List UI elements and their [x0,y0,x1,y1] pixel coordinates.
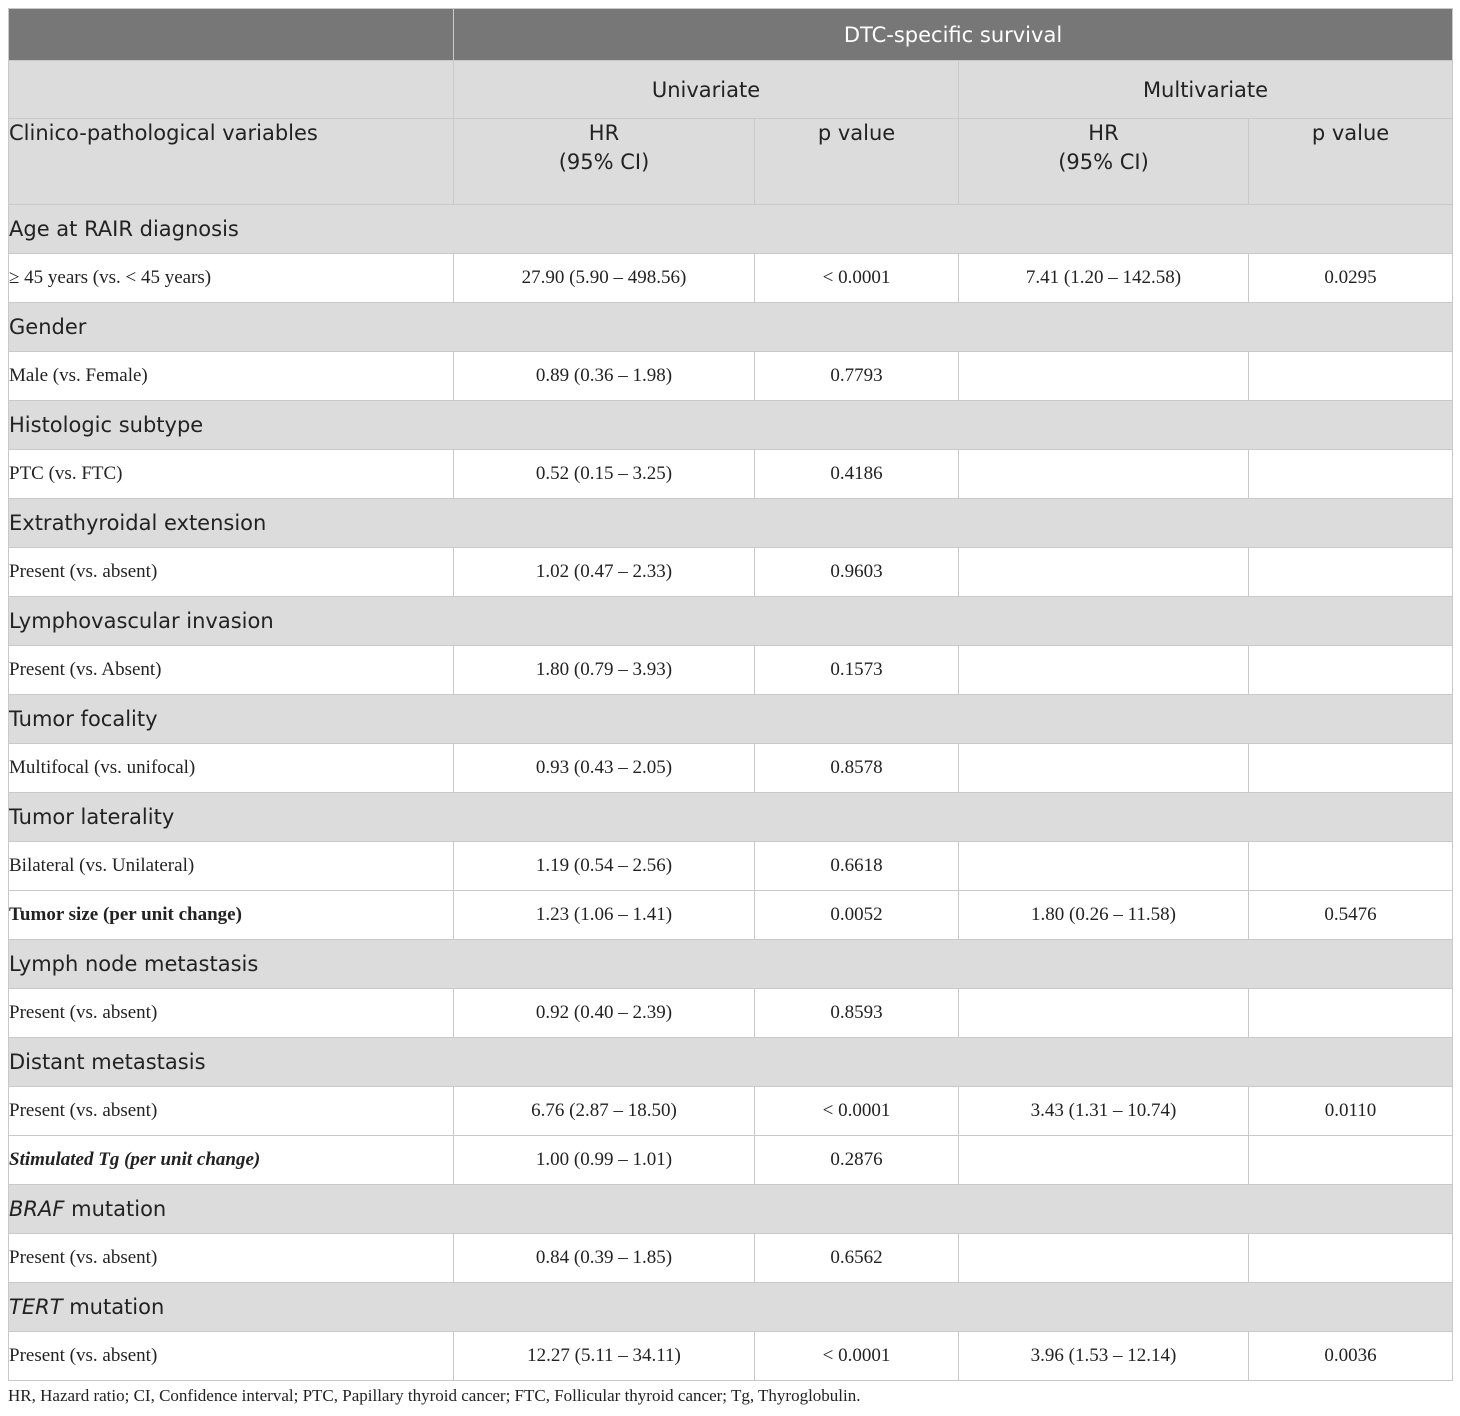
table-row [9,1332,1453,1381]
univariate-header: Univariate [454,61,959,119]
title-row [9,9,1453,61]
multivariate-p-cell: 0.0295 [1249,254,1453,303]
section-label [9,1283,1453,1332]
univariate-hr-cell: 12.27 (5.11 – 34.11) [454,1332,755,1381]
section-row [9,205,1453,254]
multi-hr-line2: (95% CI) [1058,150,1149,174]
table-row [9,548,1453,597]
univariate-hr-cell: 0.92 (0.40 – 2.39) [454,989,755,1038]
uni-hr-line2: (95% CI) [558,150,650,174]
section-label: Gender [9,303,1453,352]
multivariate-p-cell [1249,989,1453,1038]
univariate-p-cell: < 0.0001 [755,1332,959,1381]
table-row [9,891,1453,940]
univariate-p-cell: 0.8593 [755,989,959,1038]
univariate-hr-cell: 1.23 (1.06 – 1.41) [454,891,755,940]
variable-cell: ≥ 45 years (vs. < 45 years) [9,254,454,303]
multivariate-p-cell: 0.5476 [1249,891,1453,940]
table-row [9,744,1453,793]
section-suffix: mutation [64,1197,167,1221]
univariate-p-cell: 0.6618 [755,842,959,891]
multivariate-p-cell: 0.0036 [1249,1332,1453,1381]
multivariate-p-cell [1249,450,1453,499]
section-row [9,303,1453,352]
section-label: Age at RAIR diagnosis [9,205,1453,254]
title-blank-cell [9,9,454,61]
uni-hr-line1: HR [588,121,620,145]
multivariate-p-cell [1249,1234,1453,1283]
multivariate-header: Multivariate [959,61,1453,119]
analysis-blank-cell [9,61,454,119]
univariate-hr-cell: 1.19 (0.54 – 2.56) [454,842,755,891]
univariate-hr-cell: 0.93 (0.43 – 2.05) [454,744,755,793]
gene-name: BRAF [9,1197,65,1221]
multivariate-hr-cell [959,352,1249,401]
univariate-p-cell: 0.2876 [755,1136,959,1185]
univariate-hr-cell: 6.76 (2.87 – 18.50) [454,1087,755,1136]
table-row [9,450,1453,499]
uni-p-column-header: p value [755,119,959,205]
univariate-p-cell: 0.6562 [755,1234,959,1283]
section-label [9,1185,1453,1234]
variable-cell: Present (vs. absent) [9,1087,454,1136]
table-footnote: HR, Hazard ratio; CI, Confidence interval; PTC, Papillary thyroid cancer; FTC, Follicular thyroid cancer; Tg, Thyroglobulin. [8,1386,861,1405]
variable-cell: Male (vs. Female) [9,352,454,401]
table-row [9,1234,1453,1283]
section-label: Lymph node metastasis [9,940,1453,989]
section-row [9,597,1453,646]
gene-name: TERT [9,1295,63,1319]
univariate-p-cell: < 0.0001 [755,1087,959,1136]
univariate-p-cell: 0.1573 [755,646,959,695]
section-label: Distant metastasis [9,1038,1453,1087]
univariate-hr-cell: 0.52 (0.15 – 3.25) [454,450,755,499]
analysis-header-row [9,61,1453,119]
multivariate-hr-cell [959,1136,1249,1185]
multivariate-p-cell [1249,646,1453,695]
univariate-p-cell: 0.0052 [755,891,959,940]
multivariate-hr-cell: 3.96 (1.53 – 12.14) [959,1332,1249,1381]
table-row [9,1087,1453,1136]
section-row [9,1283,1453,1332]
table-row [9,352,1453,401]
section-row [9,1038,1453,1087]
multivariate-p-cell [1249,744,1453,793]
multivariate-p-cell [1249,1136,1453,1185]
variable-cell: Multifocal (vs. unifocal) [9,744,454,793]
variable-cell: Present (vs. absent) [9,548,454,597]
variable-cell: Stimulated Tg (per unit change) [9,1136,454,1185]
multivariate-hr-cell [959,1234,1249,1283]
variable-cell: Present (vs. absent) [9,1234,454,1283]
section-row [9,499,1453,548]
multivariate-hr-cell: 1.80 (0.26 – 11.58) [959,891,1249,940]
multivariate-p-cell [1249,842,1453,891]
univariate-hr-cell: 0.89 (0.36 – 1.98) [454,352,755,401]
table-body [9,205,1453,1381]
section-row [9,940,1453,989]
univariate-p-cell: < 0.0001 [755,254,959,303]
univariate-hr-cell: 1.80 (0.79 – 3.93) [454,646,755,695]
univariate-p-cell: 0.7793 [755,352,959,401]
multi-hr-line1: HR [1088,121,1119,145]
univariate-p-cell: 0.4186 [755,450,959,499]
multivariate-hr-cell [959,989,1249,1038]
section-label: Lymphovascular invasion [9,597,1453,646]
table-row [9,646,1453,695]
multivariate-hr-cell [959,450,1249,499]
variable-cell: Bilateral (vs. Unilateral) [9,842,454,891]
univariate-p-cell: 0.8578 [755,744,959,793]
table-row [9,254,1453,303]
univariate-hr-cell: 1.00 (0.99 – 1.01) [454,1136,755,1185]
section-label: Histologic subtype [9,401,1453,450]
univariate-p-cell: 0.9603 [755,548,959,597]
univariate-hr-cell: 1.02 (0.47 – 2.33) [454,548,755,597]
multivariate-hr-cell: 3.43 (1.31 – 10.74) [959,1087,1249,1136]
multivariate-p-cell [1249,352,1453,401]
multivariate-p-cell: 0.0110 [1249,1087,1453,1136]
multi-hr-column-header [959,119,1249,205]
column-header-row [9,119,1453,205]
table-row [9,1136,1453,1185]
section-label: Tumor focality [9,695,1453,744]
variable-cell: Present (vs. Absent) [9,646,454,695]
uni-hr-column-header [454,119,755,205]
multi-p-column-header: p value [1249,119,1453,205]
variable-cell: PTC (vs. FTC) [9,450,454,499]
multivariate-hr-cell [959,842,1249,891]
section-row [9,1185,1453,1234]
multivariate-hr-cell [959,744,1249,793]
variable-cell: Present (vs. absent) [9,989,454,1038]
variable-column-header: Clinico-pathological variables [9,119,454,205]
table-row [9,842,1453,891]
survival-table [8,8,1453,1381]
section-label: Extrathyroidal extension [9,499,1453,548]
variable-cell: Present (vs. absent) [9,1332,454,1381]
section-row [9,401,1453,450]
univariate-hr-cell: 27.90 (5.90 – 498.56) [454,254,755,303]
multivariate-p-cell [1249,548,1453,597]
multivariate-hr-cell: 7.41 (1.20 – 142.58) [959,254,1249,303]
table-title: DTC-specific survival [454,9,1453,61]
multivariate-hr-cell [959,646,1249,695]
section-row [9,695,1453,744]
table-row [9,989,1453,1038]
section-suffix: mutation [62,1295,165,1319]
section-row [9,793,1453,842]
multivariate-hr-cell [959,548,1249,597]
univariate-hr-cell: 0.84 (0.39 – 1.85) [454,1234,755,1283]
variable-cell: Tumor size (per unit change) [9,891,454,940]
section-label: Tumor laterality [9,793,1453,842]
